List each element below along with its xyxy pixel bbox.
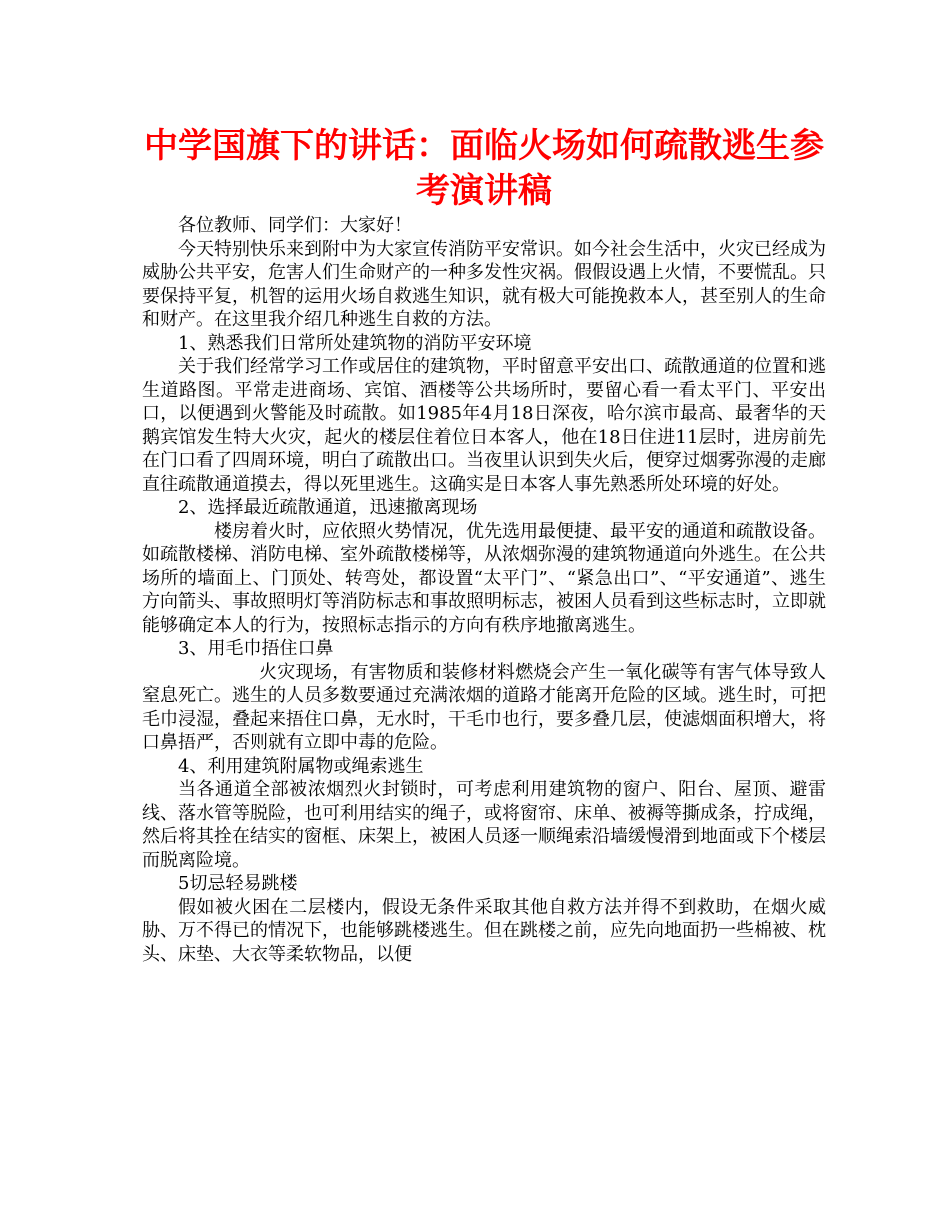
section-body-1: 关于我们经常学习工作或居住的建筑物，平时留意平安出口、疏散通道的位置和逃生道路图。平常走进商场、宾馆、酒楼等公共场所时，要留心看一看太平门、平安出口，以便遇到火警能及时疏散。如1985年4月18日深夜，哈尔滨市最高、最奢华的天鹅宾馆发生特大火灾，起火的楼层住着位日本客人，他在18日住进11层时，进房前先在门口看了四周环境，明白了疏散出口。当夜里认识到失火后，便穿过烟雾弥漫的走廊直往疏散通道摸去，得以死里逃生。这确实是日本客人事先熟悉所处环境的好处。: [142, 356, 826, 495]
section-heading-2: 2、选择最近疏散通道，迅速撤离现场: [178, 497, 478, 518]
section-heading-3: 3、用毛巾捂住口鼻: [178, 638, 334, 659]
intro-paragraph: 今天特别快乐来到附中为大家宣传消防平安常识。如今社会生活中，火灾已经成为威胁公共平安，危害人们生命财产的一种多发性灾祸。假假设遇上火情，不要慌乱。只要保持平复，机智的运用火场自救逃生知识，就有极大可能挽救本人，甚至别人的生命和财产。在这里我介绍几种逃生自救的方法。: [142, 238, 826, 330]
greeting-paragraph: 各位教师、同学们：大家好！: [178, 215, 412, 236]
section-body-4: 当各通道全部被浓烟烈火封锁时，可考虑利用建筑物的窗户、阳台、屋顶、避雷线、落水管等脱险，也可利用结实的绳子，或将窗帘、床单、被褥等撕成条，拧成绳，然后将其拴在结实的窗框、床架上，被困人员逐一顺绳索沿墙缓慢滑到地面或下个楼层而脱离险境。: [142, 779, 826, 871]
section-heading-5: 5切忌轻易跳楼: [178, 873, 298, 894]
document-page: [142, 124, 826, 966]
section-body-5: 假如被火困在二层楼内，假设无条件采取其他自救方法并得不到救助，在烟火威胁、万不得已的情况下，也能够跳楼逃生。但在跳楼之前，应先向地面扔一些棉被、枕头、床垫、大衣等柔软物品，以便: [142, 896, 826, 965]
section-body-3: 火灾现场，有害物质和装修材料燃烧会产生一氧化碳等有害气体导致人窒息死亡。逃生的人员多数要通过充满浓烟的道路才能离开危险的区域。逃生时，可把毛巾浸湿，叠起来捂住口鼻，无水时，干毛巾也行，要多叠几层，使滤烟面积增大，将口鼻捂严，否则就有立即中毒的危险。: [142, 661, 826, 753]
section-heading-1: 1、熟悉我们日常所处建筑物的消防平安环境: [178, 332, 532, 354]
section-body-2: 楼房着火时，应依照火势情况，优先选用最便捷、最平安的通道和疏散设备。如疏散楼梯、消防电梯、室外疏散楼梯等，从浓烟弥漫的建筑物通道向外逃生。在公共场所的墙面上、门顶处、转弯处，都设置“太平门”、“紧急出口”、“平安通道”、逃生方向箭头、事故照明灯等消防标志和事故照明标志，被困人员看到这些标志时，立即就能够确定本人的行为，按照标志指示的方向有秩序地撤离逃生。: [142, 520, 826, 636]
section-heading-4: 4、利用建筑附属物或绳索逃生: [178, 755, 424, 777]
document-body: [142, 214, 826, 966]
document-title: 中学国旗下的讲话：面临火场如何疏散逃生参考演讲稿: [144, 126, 824, 211]
